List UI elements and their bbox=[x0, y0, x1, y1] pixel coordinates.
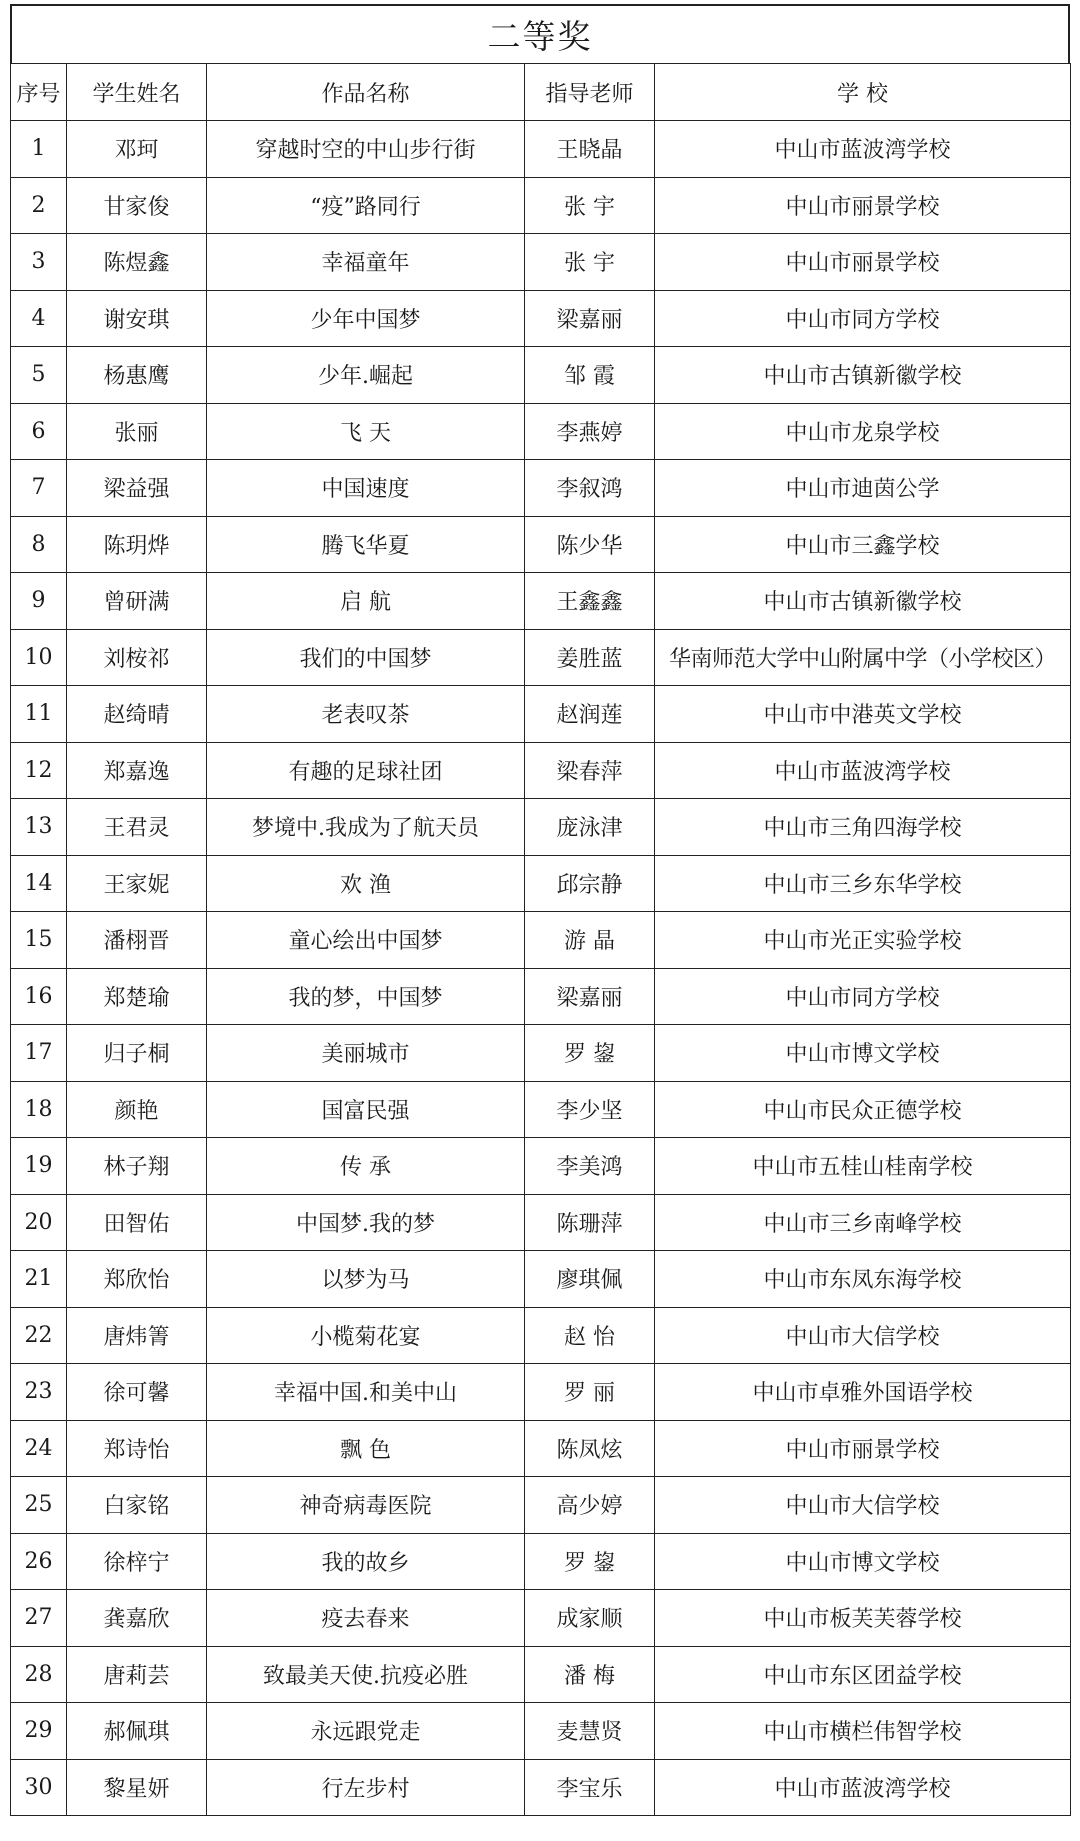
cell-school: 中山市五桂山桂南学校 bbox=[655, 1138, 1071, 1195]
cell-no: 18 bbox=[11, 1081, 67, 1138]
cell-student: 杨惠鹰 bbox=[67, 347, 207, 404]
cell-school: 中山市中港英文学校 bbox=[655, 686, 1071, 743]
cell-teacher: 成家顺 bbox=[525, 1590, 655, 1647]
cell-work: 童心绘出中国梦 bbox=[207, 912, 525, 969]
table-row bbox=[11, 290, 1071, 347]
cell-student: 归子桐 bbox=[67, 1025, 207, 1082]
cell-no: 12 bbox=[11, 742, 67, 799]
cell-no: 29 bbox=[11, 1703, 67, 1760]
cell-teacher: 邱宗静 bbox=[525, 855, 655, 912]
table-row bbox=[11, 347, 1071, 404]
cell-student: 郑诗怡 bbox=[67, 1420, 207, 1477]
cell-work: 国富民强 bbox=[207, 1081, 525, 1138]
cell-work: 我的故乡 bbox=[207, 1533, 525, 1590]
cell-no: 20 bbox=[11, 1194, 67, 1251]
cell-teacher: 潘 梅 bbox=[525, 1646, 655, 1703]
cell-work: 美丽城市 bbox=[207, 1025, 525, 1082]
cell-no: 22 bbox=[11, 1307, 67, 1364]
cell-work: 启 航 bbox=[207, 573, 525, 630]
cell-student: 赵绮晴 bbox=[67, 686, 207, 743]
cell-school: 中山市板芙芙蓉学校 bbox=[655, 1590, 1071, 1647]
cell-school: 中山市丽景学校 bbox=[655, 177, 1071, 234]
table-row bbox=[11, 742, 1071, 799]
cell-student: 颜艳 bbox=[67, 1081, 207, 1138]
cell-school: 中山市大信学校 bbox=[655, 1477, 1071, 1534]
table-row bbox=[11, 1759, 1071, 1816]
cell-teacher: 王鑫鑫 bbox=[525, 573, 655, 630]
cell-student: 徐梓宁 bbox=[67, 1533, 207, 1590]
cell-school: 中山市东区团益学校 bbox=[655, 1646, 1071, 1703]
table-row bbox=[11, 1081, 1071, 1138]
cell-teacher: 王晓晶 bbox=[525, 121, 655, 178]
cell-teacher: 陈珊萍 bbox=[525, 1194, 655, 1251]
cell-no: 25 bbox=[11, 1477, 67, 1534]
cell-teacher: 梁嘉丽 bbox=[525, 290, 655, 347]
cell-student: 郑嘉逸 bbox=[67, 742, 207, 799]
cell-teacher: 李燕婷 bbox=[525, 403, 655, 460]
table-row bbox=[11, 1251, 1071, 1308]
table-row bbox=[11, 460, 1071, 517]
cell-school: 中山市光正实验学校 bbox=[655, 912, 1071, 969]
cell-student: 陈玥烨 bbox=[67, 516, 207, 573]
cell-school: 中山市民众正德学校 bbox=[655, 1081, 1071, 1138]
cell-student: 徐可馨 bbox=[67, 1364, 207, 1421]
cell-work: 小榄菊花宴 bbox=[207, 1307, 525, 1364]
cell-school: 中山市迪茵公学 bbox=[655, 460, 1071, 517]
cell-teacher: 邹 霞 bbox=[525, 347, 655, 404]
cell-work: 我的梦，中国梦 bbox=[207, 968, 525, 1025]
cell-no: 5 bbox=[11, 347, 67, 404]
header-work: 作品名称 bbox=[207, 64, 525, 121]
cell-student: 刘桉祁 bbox=[67, 629, 207, 686]
cell-work: 中国梦.我的梦 bbox=[207, 1194, 525, 1251]
cell-teacher: 李宝乐 bbox=[525, 1759, 655, 1816]
cell-student: 郝佩琪 bbox=[67, 1703, 207, 1760]
cell-school: 中山市蓝波湾学校 bbox=[655, 121, 1071, 178]
cell-work: 行左步村 bbox=[207, 1759, 525, 1816]
cell-work: 少年中国梦 bbox=[207, 290, 525, 347]
cell-school: 中山市卓雅外国语学校 bbox=[655, 1364, 1071, 1421]
cell-teacher: 梁嘉丽 bbox=[525, 968, 655, 1025]
cell-school: 中山市三角四海学校 bbox=[655, 799, 1071, 856]
cell-student: 王君灵 bbox=[67, 799, 207, 856]
cell-no: 21 bbox=[11, 1251, 67, 1308]
award-table bbox=[10, 63, 1071, 1816]
cell-work: 传 承 bbox=[207, 1138, 525, 1195]
table-row bbox=[11, 121, 1071, 178]
award-table-body bbox=[11, 121, 1071, 1816]
cell-teacher: 游 晶 bbox=[525, 912, 655, 969]
cell-teacher: 张 宇 bbox=[525, 234, 655, 291]
table-row bbox=[11, 177, 1071, 234]
table-row bbox=[11, 573, 1071, 630]
table-row bbox=[11, 1307, 1071, 1364]
cell-student: 谢安琪 bbox=[67, 290, 207, 347]
cell-student: 王家妮 bbox=[67, 855, 207, 912]
cell-teacher: 庞泳津 bbox=[525, 799, 655, 856]
cell-teacher: 高少婷 bbox=[525, 1477, 655, 1534]
table-row bbox=[11, 968, 1071, 1025]
cell-student: 张丽 bbox=[67, 403, 207, 460]
cell-teacher: 陈凤炫 bbox=[525, 1420, 655, 1477]
cell-no: 6 bbox=[11, 403, 67, 460]
header-teacher: 指导老师 bbox=[525, 64, 655, 121]
cell-school: 中山市古镇新徽学校 bbox=[655, 347, 1071, 404]
cell-work: 飘 色 bbox=[207, 1420, 525, 1477]
cell-no: 10 bbox=[11, 629, 67, 686]
cell-work: 穿越时空的中山步行街 bbox=[207, 121, 525, 178]
table-row bbox=[11, 1533, 1071, 1590]
cell-work: 以梦为马 bbox=[207, 1251, 525, 1308]
table-row bbox=[11, 1420, 1071, 1477]
cell-teacher: 梁春萍 bbox=[525, 742, 655, 799]
cell-student: 潘栩晋 bbox=[67, 912, 207, 969]
cell-no: 19 bbox=[11, 1138, 67, 1195]
table-row bbox=[11, 629, 1071, 686]
table-row bbox=[11, 234, 1071, 291]
cell-student: 田智佑 bbox=[67, 1194, 207, 1251]
cell-student: 郑楚瑜 bbox=[67, 968, 207, 1025]
header-student: 学生姓名 bbox=[67, 64, 207, 121]
cell-teacher: 李美鸿 bbox=[525, 1138, 655, 1195]
cell-school: 中山市博文学校 bbox=[655, 1025, 1071, 1082]
cell-student: 黎星妍 bbox=[67, 1759, 207, 1816]
table-row bbox=[11, 516, 1071, 573]
cell-school: 中山市横栏伟智学校 bbox=[655, 1703, 1071, 1760]
cell-school: 中山市同方学校 bbox=[655, 968, 1071, 1025]
cell-student: 郑欣怡 bbox=[67, 1251, 207, 1308]
header-school: 学 校 bbox=[655, 64, 1071, 121]
cell-no: 30 bbox=[11, 1759, 67, 1816]
table-row bbox=[11, 1364, 1071, 1421]
cell-no: 11 bbox=[11, 686, 67, 743]
cell-no: 16 bbox=[11, 968, 67, 1025]
cell-work: 幸福童年 bbox=[207, 234, 525, 291]
table-row bbox=[11, 1138, 1071, 1195]
cell-teacher: 张 宇 bbox=[525, 177, 655, 234]
sheet-title: 二等奖 bbox=[10, 4, 1070, 63]
cell-work: 欢 渔 bbox=[207, 855, 525, 912]
cell-work: 腾飞华夏 bbox=[207, 516, 525, 573]
cell-teacher: 麦慧贤 bbox=[525, 1703, 655, 1760]
cell-no: 15 bbox=[11, 912, 67, 969]
cell-teacher: 罗 鋆 bbox=[525, 1533, 655, 1590]
cell-work: 飞 天 bbox=[207, 403, 525, 460]
cell-teacher: 廖琪佩 bbox=[525, 1251, 655, 1308]
cell-work: “疫”路同行 bbox=[207, 177, 525, 234]
cell-student: 唐莉芸 bbox=[67, 1646, 207, 1703]
table-row bbox=[11, 1194, 1071, 1251]
cell-school: 中山市三乡南峰学校 bbox=[655, 1194, 1071, 1251]
cell-teacher: 李少坚 bbox=[525, 1081, 655, 1138]
cell-school: 中山市大信学校 bbox=[655, 1307, 1071, 1364]
table-row bbox=[11, 403, 1071, 460]
cell-work: 少年.崛起 bbox=[207, 347, 525, 404]
cell-school: 中山市东凤东海学校 bbox=[655, 1251, 1071, 1308]
cell-school: 中山市丽景学校 bbox=[655, 1420, 1071, 1477]
header-no: 序号 bbox=[11, 64, 67, 121]
cell-work: 有趣的足球社团 bbox=[207, 742, 525, 799]
cell-student: 林子翔 bbox=[67, 1138, 207, 1195]
cell-school: 中山市博文学校 bbox=[655, 1533, 1071, 1590]
cell-work: 神奇病毒医院 bbox=[207, 1477, 525, 1534]
cell-no: 13 bbox=[11, 799, 67, 856]
cell-teacher: 赵润莲 bbox=[525, 686, 655, 743]
cell-work: 老表叹茶 bbox=[207, 686, 525, 743]
cell-student: 曾研满 bbox=[67, 573, 207, 630]
cell-teacher: 陈少华 bbox=[525, 516, 655, 573]
table-row bbox=[11, 799, 1071, 856]
table-row bbox=[11, 686, 1071, 743]
cell-no: 4 bbox=[11, 290, 67, 347]
cell-no: 7 bbox=[11, 460, 67, 517]
cell-school: 中山市三乡东华学校 bbox=[655, 855, 1071, 912]
cell-school: 中山市蓝波湾学校 bbox=[655, 742, 1071, 799]
cell-student: 陈煜鑫 bbox=[67, 234, 207, 291]
cell-no: 27 bbox=[11, 1590, 67, 1647]
cell-work: 我们的中国梦 bbox=[207, 629, 525, 686]
cell-work: 中国速度 bbox=[207, 460, 525, 517]
cell-no: 26 bbox=[11, 1533, 67, 1590]
cell-school: 中山市古镇新徽学校 bbox=[655, 573, 1071, 630]
cell-no: 1 bbox=[11, 121, 67, 178]
cell-work: 梦境中.我成为了航天员 bbox=[207, 799, 525, 856]
cell-work: 疫去春来 bbox=[207, 1590, 525, 1647]
cell-student: 龚嘉欣 bbox=[67, 1590, 207, 1647]
cell-school: 华南师范大学中山附属中学（小学校区） bbox=[655, 629, 1071, 686]
table-row bbox=[11, 1703, 1071, 1760]
cell-student: 甘家俊 bbox=[67, 177, 207, 234]
cell-student: 梁益强 bbox=[67, 460, 207, 517]
cell-school: 中山市三鑫学校 bbox=[655, 516, 1071, 573]
cell-school: 中山市丽景学校 bbox=[655, 234, 1071, 291]
table-row bbox=[11, 1590, 1071, 1647]
table-row bbox=[11, 1025, 1071, 1082]
header-row bbox=[11, 64, 1071, 121]
cell-work: 致最美天使.抗疫必胜 bbox=[207, 1646, 525, 1703]
table-row bbox=[11, 1477, 1071, 1534]
cell-school: 中山市同方学校 bbox=[655, 290, 1071, 347]
cell-no: 24 bbox=[11, 1420, 67, 1477]
cell-student: 白家铭 bbox=[67, 1477, 207, 1534]
table-row bbox=[11, 1646, 1071, 1703]
cell-school: 中山市龙泉学校 bbox=[655, 403, 1071, 460]
cell-no: 2 bbox=[11, 177, 67, 234]
table-row bbox=[11, 855, 1071, 912]
cell-teacher: 李叙鸿 bbox=[525, 460, 655, 517]
cell-no: 14 bbox=[11, 855, 67, 912]
table-row bbox=[11, 912, 1071, 969]
cell-no: 23 bbox=[11, 1364, 67, 1421]
cell-no: 28 bbox=[11, 1646, 67, 1703]
cell-school: 中山市蓝波湾学校 bbox=[655, 1759, 1071, 1816]
cell-teacher: 罗 鋆 bbox=[525, 1025, 655, 1082]
cell-work: 永远跟党走 bbox=[207, 1703, 525, 1760]
cell-no: 3 bbox=[11, 234, 67, 291]
cell-teacher: 姜胜蓝 bbox=[525, 629, 655, 686]
cell-no: 9 bbox=[11, 573, 67, 630]
cell-no: 8 bbox=[11, 516, 67, 573]
cell-teacher: 罗 丽 bbox=[525, 1364, 655, 1421]
cell-no: 17 bbox=[11, 1025, 67, 1082]
cell-student: 唐炜箐 bbox=[67, 1307, 207, 1364]
cell-work: 幸福中国.和美中山 bbox=[207, 1364, 525, 1421]
cell-student: 邓珂 bbox=[67, 121, 207, 178]
cell-teacher: 赵 怡 bbox=[525, 1307, 655, 1364]
award-sheet bbox=[10, 4, 1070, 1816]
